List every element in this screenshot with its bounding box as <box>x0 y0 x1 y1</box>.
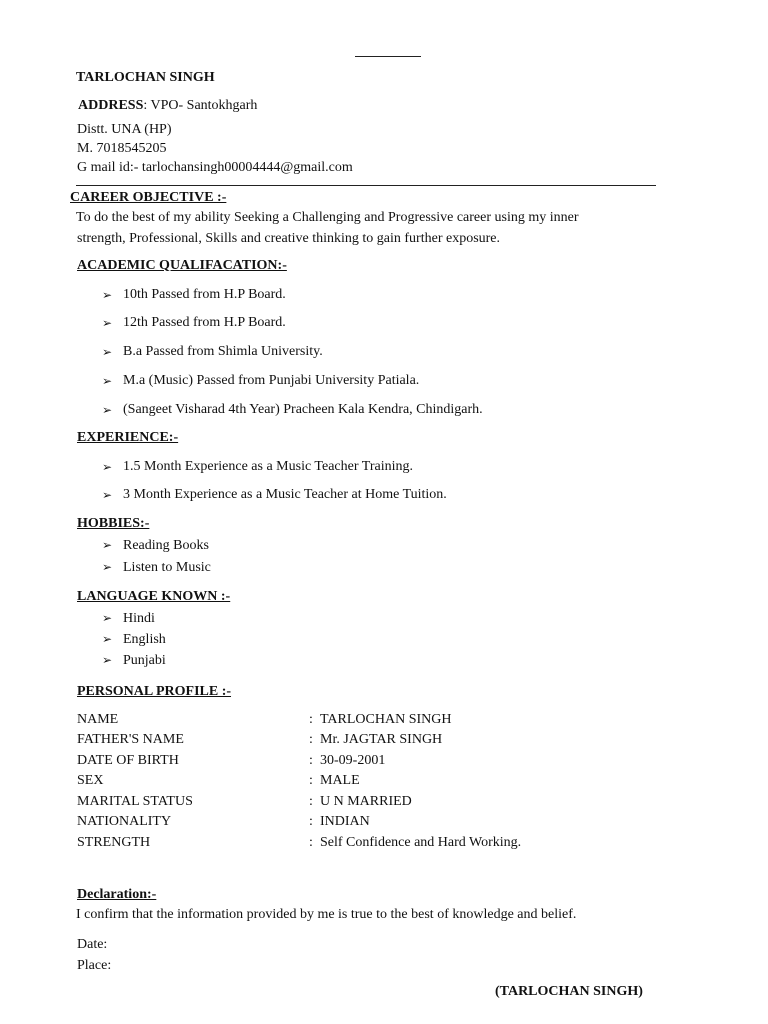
academic-item: B.a Passed from Shimla University. <box>123 344 323 359</box>
academic-item: 12th Passed from H.P Board. <box>123 315 286 330</box>
bullet-arrow-icon: ➢ <box>102 560 113 574</box>
address-label: ADDRESS <box>78 98 144 113</box>
bullet-arrow-icon: ➢ <box>102 345 113 359</box>
academic-item: (Sangeet Visharad 4th Year) Pracheen Kala Kendra, Chindigarh. <box>123 402 483 417</box>
hobby-item: Listen to Music <box>123 560 211 575</box>
bullet-arrow-icon: ➢ <box>102 316 113 330</box>
language-item: Hindi <box>123 611 155 626</box>
profile-colon: : <box>309 712 313 727</box>
academic-item: 10th Passed from H.P Board. <box>123 287 286 302</box>
bullet-arrow-icon: ➢ <box>102 488 113 502</box>
bullet-arrow-icon: ➢ <box>102 611 113 625</box>
profile-colon: : <box>309 794 313 809</box>
mobile-line: M. 7018545205 <box>77 141 167 156</box>
top-rule <box>355 56 421 57</box>
profile-label: SEX <box>77 773 104 788</box>
experience-item: 3 Month Experience as a Music Teacher at Home Tuition. <box>123 487 447 502</box>
bullet-arrow-icon: ➢ <box>102 403 113 417</box>
profile-value: U N MARRIED <box>320 794 412 809</box>
profile-value: Self Confidence and Hard Working. <box>320 835 522 850</box>
bullet-arrow-icon: ➢ <box>102 374 113 388</box>
bullet-arrow-icon: ➢ <box>102 538 113 552</box>
hobby-item: Reading Books <box>123 538 209 553</box>
candidate-name: TARLOCHAN SINGH <box>76 70 215 85</box>
bullet-arrow-icon: ➢ <box>102 288 113 302</box>
declaration-text: I confirm that the information provided by me is true to the best of knowledge and belief. <box>76 907 577 922</box>
profile-colon: : <box>309 732 313 747</box>
bullet-arrow-icon: ➢ <box>102 460 113 474</box>
profile-label: FATHER'S NAME <box>77 732 184 747</box>
language-item: English <box>123 632 166 647</box>
profile-label: NAME <box>77 712 119 727</box>
signature-name: (TARLOCHAN SINGH) <box>495 984 643 999</box>
academic-heading: ACADEMIC QUALIFACATION:- <box>77 258 287 273</box>
profile-value: INDIAN <box>320 814 370 829</box>
address-value: : VPO- Santokhgarh <box>143 98 258 113</box>
profile-value: MALE <box>320 773 360 788</box>
bullet-arrow-icon: ➢ <box>102 632 113 646</box>
academic-item: M.a (Music) Passed from Punjabi University Patiala. <box>123 373 420 388</box>
district-line: Distt. UNA (HP) <box>77 122 172 137</box>
experience-item: 1.5 Month Experience as a Music Teacher Training. <box>123 459 413 474</box>
profile-label: NATIONALITY <box>77 814 172 829</box>
profile-label: DATE OF BIRTH <box>77 753 179 768</box>
profile-colon: : <box>309 773 313 788</box>
profile-heading: PERSONAL PROFILE :- <box>77 684 232 699</box>
profile-colon: : <box>309 835 313 850</box>
career-line-1: To do the best of my ability Seeking a Challenging and Progressive career using my inner <box>76 210 579 225</box>
career-line-2: strength, Professional, Skills and creative thinking to gain further exposure. <box>77 231 501 246</box>
profile-label: MARITAL STATUS <box>77 794 193 809</box>
profile-value: 30-09-2001 <box>320 753 386 768</box>
career-heading: CAREER OBJECTIVE :- <box>70 190 227 205</box>
address-line <box>78 98 257 114</box>
email-line: G mail id:- tarlochansingh00004444@gmail.com <box>77 160 353 175</box>
bullet-arrow-icon: ➢ <box>102 653 113 667</box>
date-label: Date: <box>77 937 108 952</box>
experience-heading: EXPERIENCE:- <box>77 430 179 445</box>
profile-value: Mr. JAGTAR SINGH <box>320 732 443 747</box>
place-label: Place: <box>77 958 112 973</box>
profile-colon: : <box>309 753 313 768</box>
profile-value: TARLOCHAN SINGH <box>320 712 452 727</box>
profile-colon: : <box>309 814 313 829</box>
declaration-heading: Declaration:- <box>77 887 157 902</box>
language-item: Punjabi <box>123 653 166 668</box>
hobbies-heading: HOBBIES:- <box>77 516 150 531</box>
header-divider <box>76 185 656 186</box>
profile-label: STRENGTH <box>77 835 151 850</box>
language-heading: LANGUAGE KNOWN :- <box>77 589 231 604</box>
